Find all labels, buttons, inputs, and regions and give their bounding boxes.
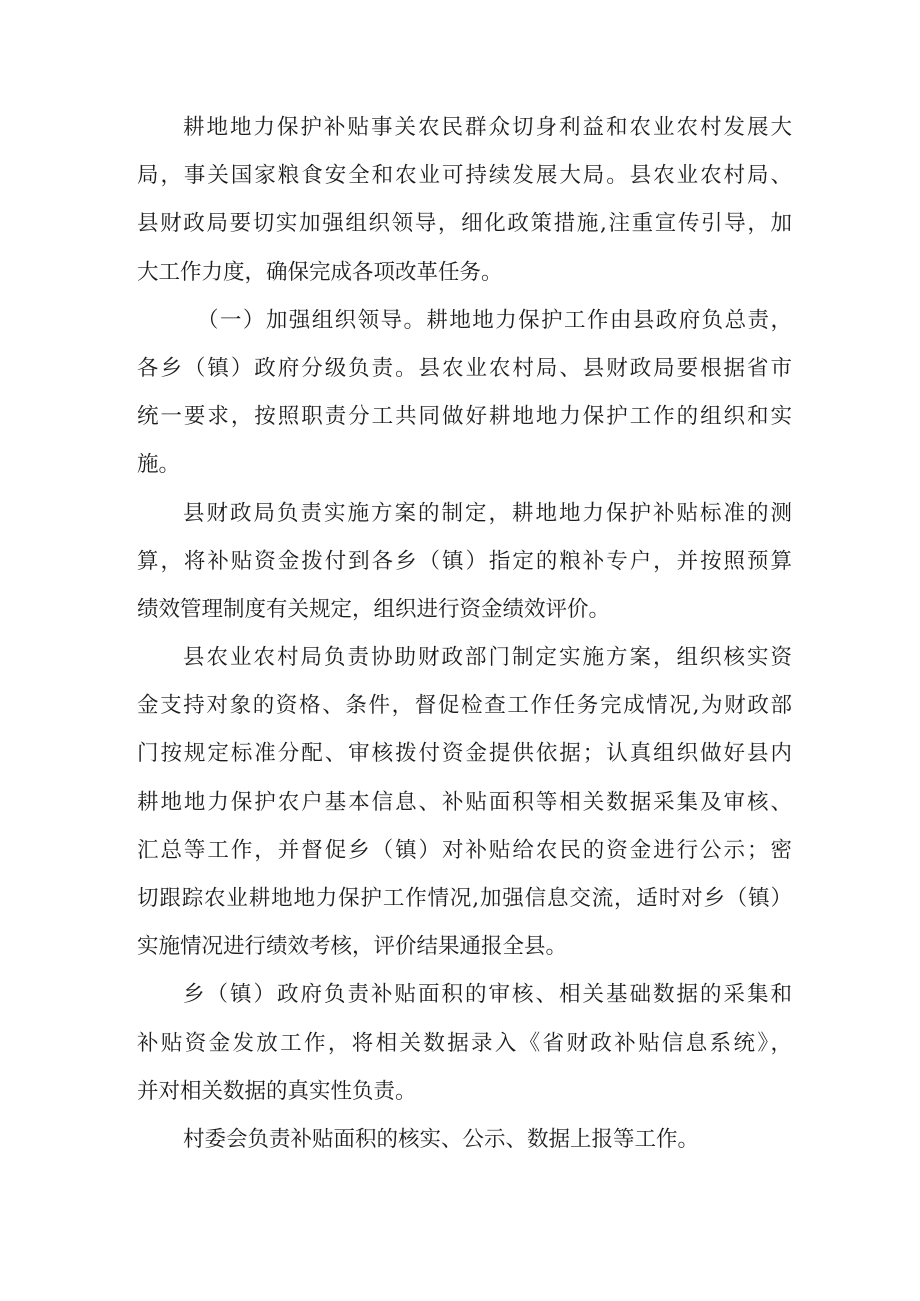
section-heading-line: （一）加强组织领导。耕地地力保护工作由县政府负总责， xyxy=(197,307,792,333)
paragraph-section-1 xyxy=(137,297,792,490)
paragraph-village-committee xyxy=(137,1116,792,1164)
text-line: 县农业农村局负责协助财政部门制定实施方案，组织核实资 xyxy=(183,645,792,671)
text-line: 大工作力度，确保完成各项改革任务。 xyxy=(137,259,503,285)
text-line: 耕地地力保护补贴事关农民群众切身利益和农业农村发展大 xyxy=(183,115,792,140)
text-line: 切跟踪农业耕地地力保护工作情况,加强信息交流，适时对乡（镇） xyxy=(137,886,792,911)
text-line: 门按规定标准分配、审核拨付资金提供依据；认真组织做好县内 xyxy=(137,741,792,767)
text-line: 补贴资金发放工作，将相关数据录入《省财政补贴信息系统》， xyxy=(137,1030,792,1056)
text-line: 并对相关数据的真实性负责。 xyxy=(137,1078,417,1104)
text-line: 绩效管理制度有关规定，组织进行资金绩效评价。 xyxy=(137,596,611,622)
paragraph-finance-bureau xyxy=(137,490,792,635)
text-line: 县财政局负责实施方案的制定，耕地地力保护补贴标准的测 xyxy=(183,500,792,526)
text-line: 施。 xyxy=(137,452,181,478)
text-line: 实施情况进行绩效考核，评价结果通报全县。 xyxy=(137,934,568,960)
document-body xyxy=(137,104,792,1164)
text-line: 耕地地力保护农户基本信息、补贴面积等相关数据采集及审核、 xyxy=(137,789,792,815)
text-line: 乡（镇）政府负责补贴面积的审核、相关基础数据的采集和 xyxy=(183,982,792,1008)
paragraph-agriculture-bureau xyxy=(137,634,792,971)
paragraph-township-government xyxy=(137,971,792,1116)
text-line: 金支持对象的资格、条件，督促检查工作任务完成情况,为财政部 xyxy=(137,693,792,719)
paragraph-intro xyxy=(137,104,792,297)
text-line: 局，事关国家粮食安全和农业可持续发展大局。县农业农村局、 xyxy=(137,163,792,189)
text-line: 汇总等工作，并督促乡（镇）对补贴给农民的资金进行公示；密 xyxy=(137,837,792,863)
text-line: 统一要求，按照职责分工共同做好耕地地力保护工作的组织和实 xyxy=(137,404,792,430)
text-line: 村委会负责补贴面积的核实、公示、数据上报等工作。 xyxy=(183,1126,700,1152)
text-line: 县财政局要切实加强组织领导，细化政策措施,注重宣传引导，加 xyxy=(137,211,792,237)
text-line: 算，将补贴资金拨付到各乡（镇）指定的粮补专户，并按照预算 xyxy=(137,548,792,574)
text-line: 各乡（镇）政府分级负责。县农业农村局、县财政局要根据省市 xyxy=(137,355,792,381)
